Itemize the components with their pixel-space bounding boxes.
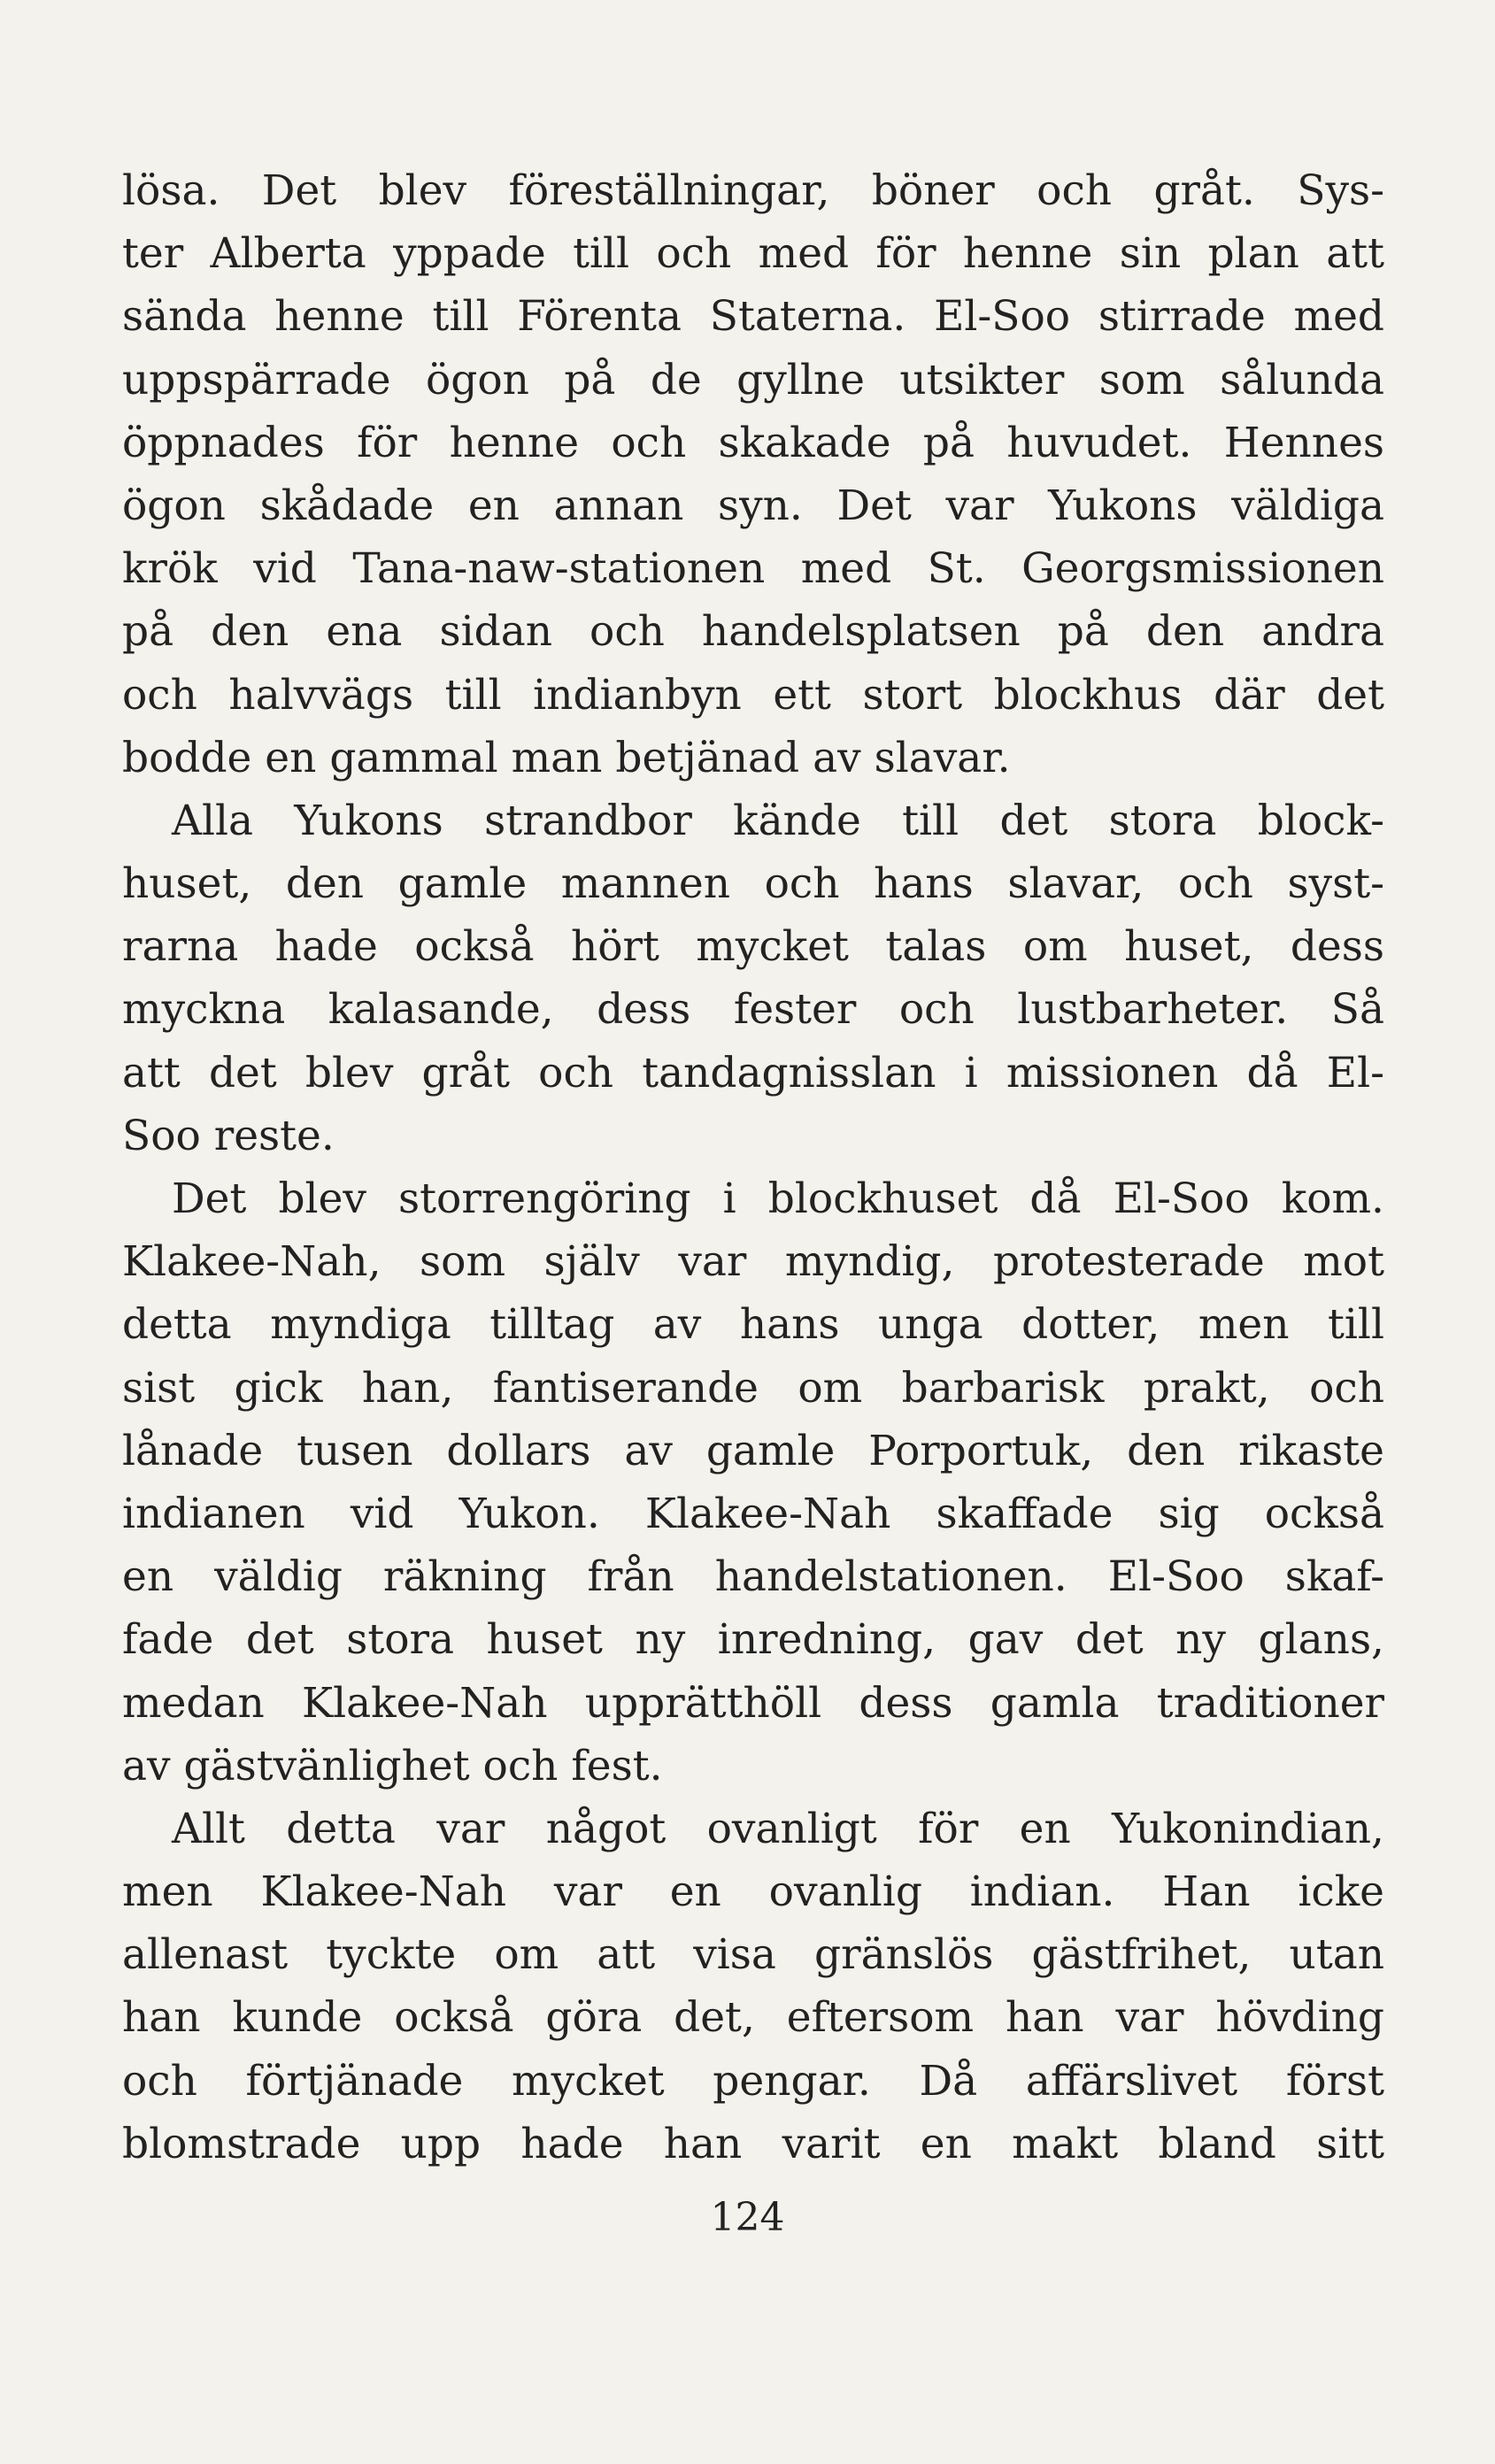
text-line: lösa. Det blev föreställningar, böner och gråt. Sys- [122,166,1384,215]
text-line: att det blev gråt och tandagnisslan i missionen då El- [122,1048,1384,1097]
text-line: Alla Yukons strandbor kände till det stora block- [172,796,1384,845]
text-line: krök vid Tana-naw-stationen med St. Georgsmissionen [122,544,1384,594]
text-line: allenast tyckte om att visa gränslös gästfrihet, utan [122,1930,1384,1980]
text-line: och halvvägs till indianbyn ett stort blockhus där det [122,670,1384,720]
text-line: på den ena sidan och handelsplatsen på den andra [122,607,1384,657]
text-line: indianen vid Yukon. Klakee-Nah skaffade sig också [122,1489,1384,1538]
text-line: Klakee-Nah, som själv var myndig, protesterade mot [122,1237,1384,1287]
text-line: huset, den gamle mannen och hans slavar, och syst- [122,859,1384,909]
text-line: myckna kalasande, dess fester och lustbarheter. Så [122,985,1384,1035]
text-line: och förtjänade mycket pengar. Då affärslivet först [122,2056,1384,2106]
text-line: fade det stora huset ny inredning, gav det ny glans, [122,1615,1384,1665]
text-line: uppspärrade ögon på de gyllne utsikter som sålunda [122,355,1384,404]
text-line: sist gick han, fantiserande om barbarisk prakt, och [122,1363,1384,1413]
text-line: av gästvänlighet och fest. [122,1741,663,1790]
page-number: 124 [710,2195,785,2240]
body-text [122,159,1384,2175]
text-line: ter Alberta yppade till och med för henne sin plan att [122,229,1384,279]
text-line: han kunde också göra det, eftersom han var hövding [122,1993,1384,2043]
text-line: bodde en gammal man betjänad av slavar. [122,733,1011,782]
text-line: Soo reste. [122,1111,335,1160]
text-line: sända henne till Förenta Staterna. El-Soo stirrade med [122,292,1384,342]
text-line: Allt detta var något ovanligt för en Yukonindian, [172,1804,1384,1853]
text-line: lånade tusen dollars av gamle Porportuk, den rikaste [122,1426,1384,1475]
text-line: detta myndiga tilltag av hans unga dotter, men till [122,1300,1384,1350]
text-line: medan Klakee-Nah upprätthöll dess gamla traditioner [122,1678,1384,1728]
text-line: en väldig räkning från handelstationen. El-Soo skaf- [122,1552,1384,1602]
text-line: ögon skådade en annan syn. Det var Yukons väldiga [122,481,1384,530]
text-line: blomstrade upp hade han varit en makt bland sitt [122,2119,1384,2168]
text-line: rarna hade också hört mycket talas om huset, dess [122,922,1384,972]
text-line: Det blev storrengöring i blockhuset då El-Soo kom. [172,1174,1384,1223]
text-line: öppnades för henne och skakade på huvudet. Hennes [122,418,1384,467]
text-line: men Klakee-Nah var en ovanlig indian. Han icke [122,1867,1384,1917]
